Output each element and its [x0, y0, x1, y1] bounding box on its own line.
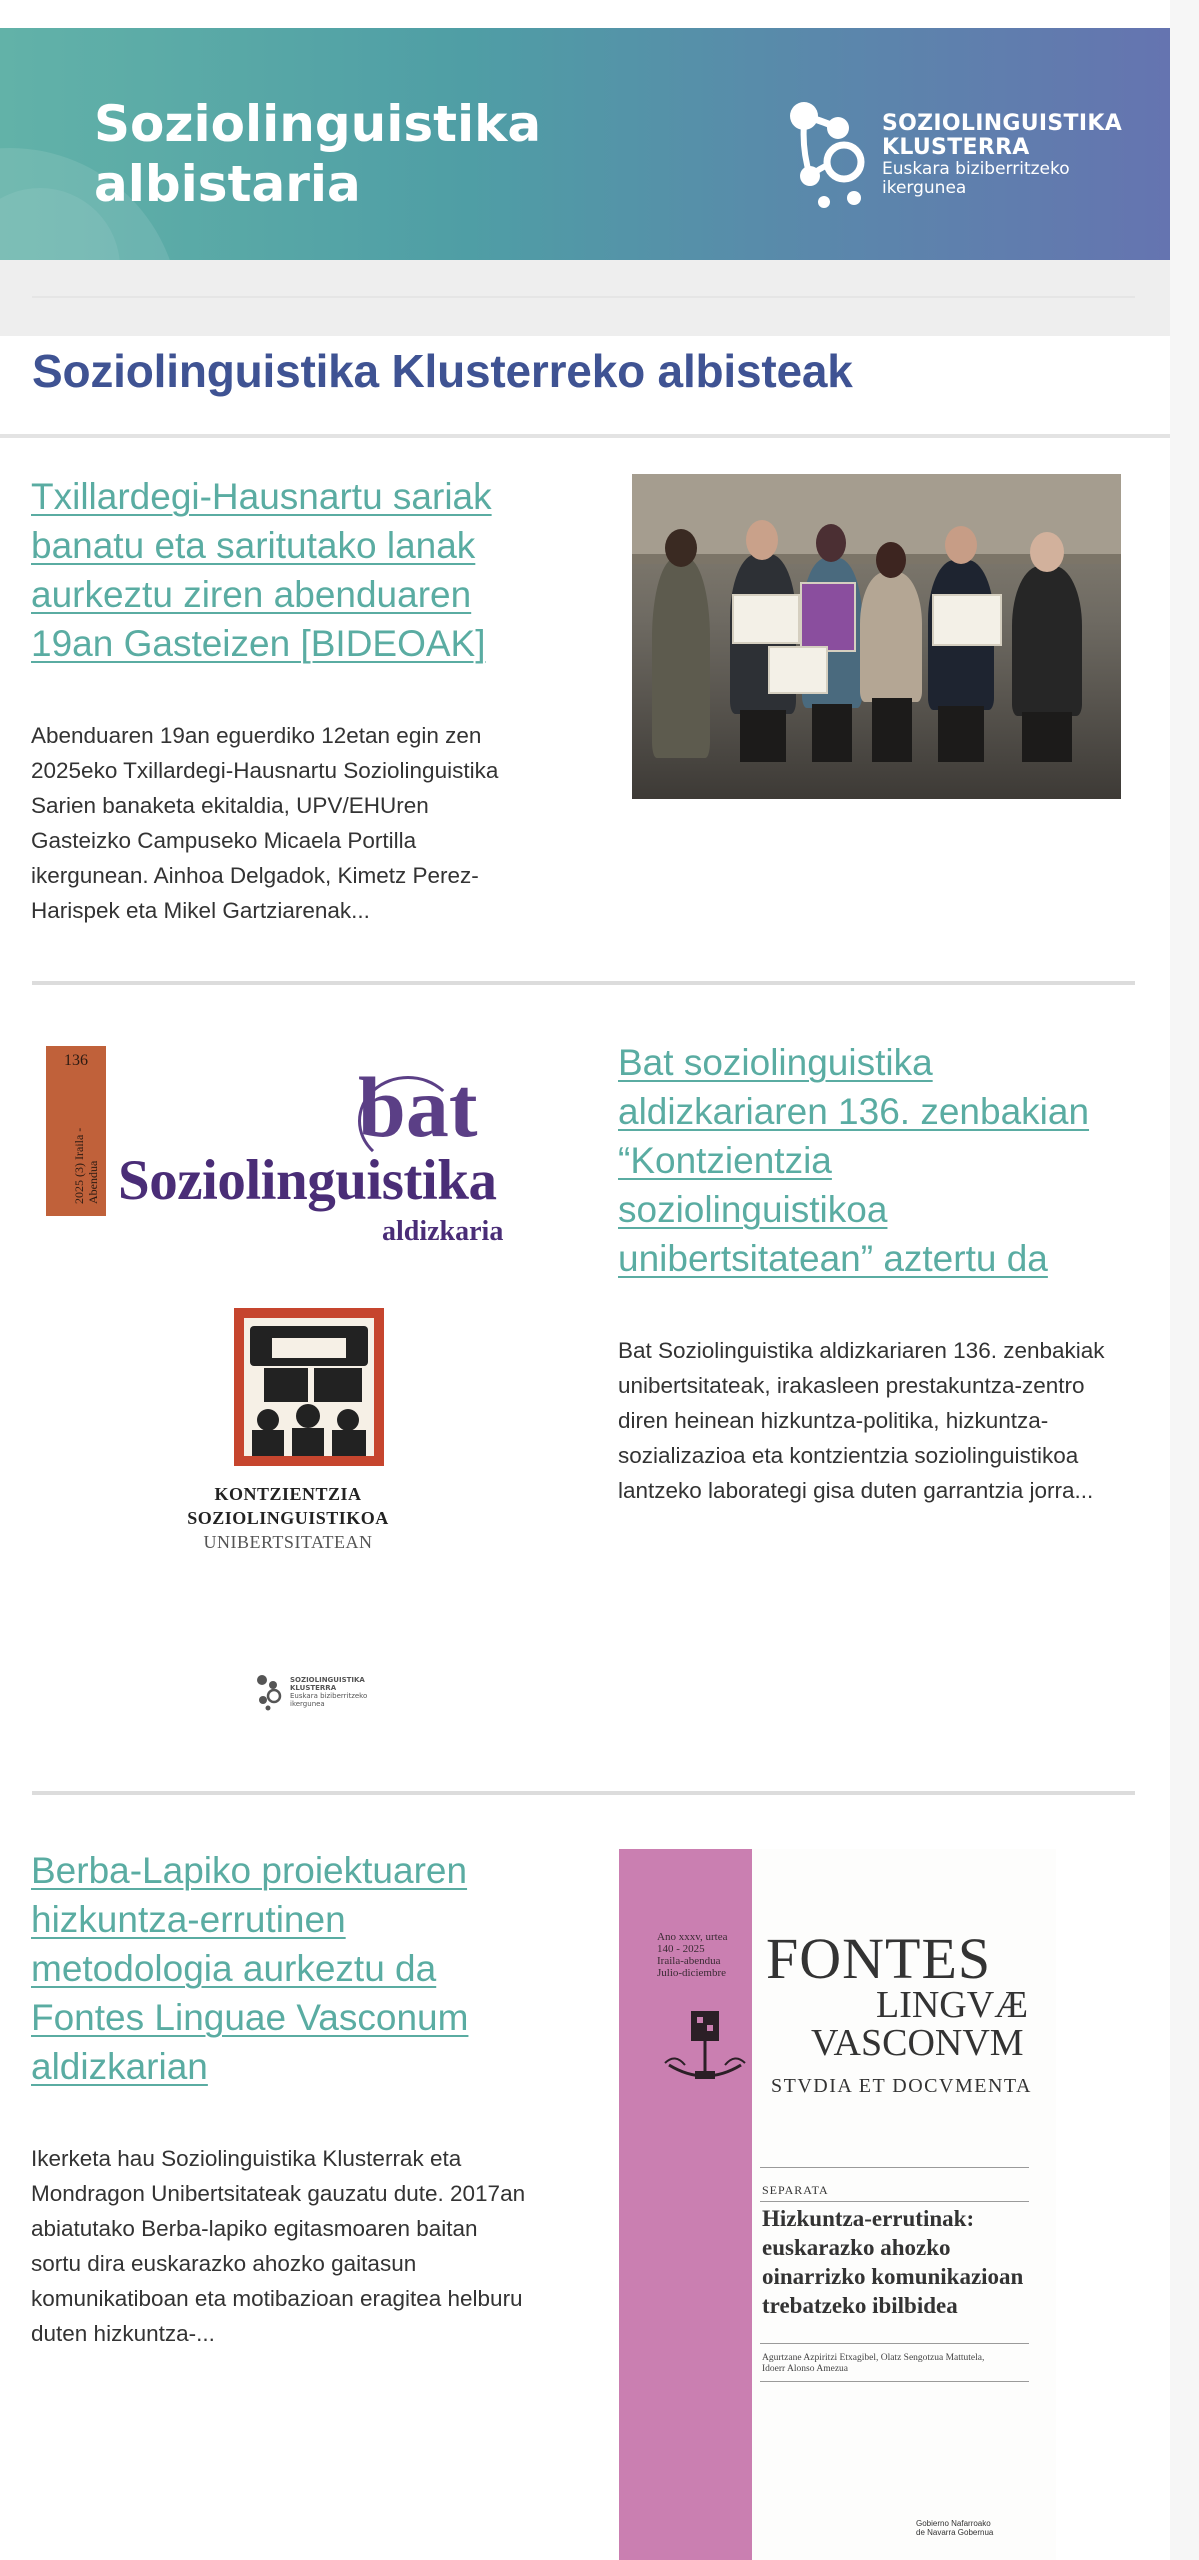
cover-klusterra-logo [254, 1672, 374, 1718]
article-1-summary-line: ikergunean. Ainhoa Delgadok, Kimetz Perez- [31, 863, 479, 888]
award-certificate [768, 646, 828, 694]
photo-person-legs [1022, 712, 1072, 762]
article-2-title-link[interactable] [618, 1038, 1089, 1283]
journal-title-lingvae: LINGVÆ [876, 1984, 1028, 2026]
journal-article-title [762, 2204, 1023, 2320]
klusterra-logo[interactable] [780, 90, 1123, 220]
article-2-summary-line: diren heinean hizkuntza-politika, hizkuntza- [618, 1408, 1049, 1433]
journal-authors [762, 2353, 984, 2375]
photo-person-head [746, 520, 778, 560]
cover-caption-line3: UNIBERTSITATEAN [203, 1532, 373, 1552]
logo-line1: SOZIOLINGUISTIKA [882, 111, 1123, 136]
photo-person [652, 558, 710, 758]
article-2-title-line: unibertsitatean” aztertu da [618, 1238, 1048, 1279]
article-2-summary-line: sozializazioa eta kontzientzia soziolinguistikoa [618, 1443, 1079, 1468]
article-2-title-line: soziolinguistikoa [618, 1189, 888, 1230]
photo-person-legs [740, 710, 786, 762]
klusterra-logo-icon [780, 90, 876, 220]
photo-person-legs [872, 698, 912, 762]
newsletter-title-line1: Soziolinguistika [94, 95, 542, 153]
journal-cover-rule [760, 2343, 1029, 2344]
article-2-cover-image[interactable] [38, 1030, 538, 1730]
journal-separata-label: SEPARATA [762, 2183, 829, 2197]
article-2-summary [618, 1333, 1105, 1508]
mini-logo-line1: SOZIOLINGUISTIKA [290, 1676, 365, 1684]
journal-cover-rule [760, 2201, 1029, 2202]
article-divider [32, 981, 1135, 985]
header-spacer [0, 260, 1170, 336]
article-1-summary-line: Abenduaren 19an eguerdiko 12etan egin zen [31, 723, 482, 748]
article-3-summary-line: duten hizkuntza-... [31, 2321, 215, 2346]
article-1-summary-line: 2025eko Txillardegi-Hausnartu Soziolinguistika [31, 758, 499, 783]
mini-logo-line4: ikergunea [290, 1700, 325, 1708]
article-2-title-line: Bat soziolinguistika [618, 1042, 933, 1083]
photo-person-head [816, 524, 846, 562]
article-2-summary-line: Bat Soziolinguistika aldizkariaren 136. zenbakiak [618, 1338, 1105, 1363]
article-3-title-line: Fontes Linguae Vasconum [31, 1997, 469, 2038]
magazine-date-line1: 2025 (3) [72, 1163, 86, 1204]
article-divider [32, 1791, 1135, 1795]
logo-line2: KLUSTERRA [882, 135, 1030, 160]
journal-authors-line: Agurtzane Azpiritzi Etxagibel, Olatz Sengotzua Mattutela, [762, 2353, 985, 2363]
mini-klusterra-logo-icon [254, 1672, 284, 1712]
journal-article-title-line: euskarazko ahozko [762, 2235, 951, 2260]
journal-emblem-icon [655, 2005, 755, 2105]
article-3-title-line: metodologia aurkeztu da [31, 1948, 437, 1989]
article-1-title-line: banatu eta saritutako lanak [31, 525, 476, 566]
magazine-issue-number: 136 [64, 1052, 88, 1069]
article-1-title-line: 19an Gasteizen [BIDEOAK] [31, 623, 486, 664]
newsletter-title-line2: albistaria [94, 155, 361, 213]
article-2-summary-line: unibertsitateak, irakasleen prestakuntza-zentro [618, 1373, 1085, 1398]
photo-person-legs [812, 704, 852, 762]
cover-caption-line1: KONTZIENTZIA [214, 1484, 362, 1504]
government-logo-line: Gobierno Nafarroako [916, 2519, 991, 2528]
journal-issue-line: Iraila-abendua [657, 1955, 721, 1967]
photo-person [1012, 566, 1082, 716]
article-3-summary [31, 2141, 525, 2351]
photo-person-head [1030, 532, 1064, 572]
journal-title-fontes: FONTES [766, 1926, 992, 1991]
article-2-summary-line: lantzeko laborategi gisa duten garrantzia jorra... [618, 1478, 1094, 1503]
magazine-spine [46, 1046, 106, 1216]
article-1-summary-line: Sarien banaketa ekitaldia, UPV/EHUren [31, 793, 429, 818]
logo-line4: ikergunea [882, 178, 967, 198]
section-heading: Soziolinguistika Klusterreko albisteak [32, 345, 853, 397]
section-heading-divider [0, 434, 1170, 438]
article-2-title-line: “Kontzientzia [618, 1140, 832, 1181]
article-3-cover-image[interactable] [619, 1849, 1056, 2560]
photo-person-legs [938, 706, 984, 762]
article-3-title-line: Berba-Lapiko proiektuaren [31, 1850, 468, 1891]
journal-issue-line: Ano xxxv, urtea [657, 1931, 728, 1943]
award-poster [800, 582, 856, 652]
photo-person-head [665, 529, 697, 567]
government-logo-line: de Navarra Gobernua [916, 2528, 994, 2537]
header-banner [0, 28, 1170, 260]
journal-article-title-line: oinarrizko komunikazioan [762, 2264, 1024, 2289]
government-logo [916, 2519, 993, 2537]
journal-cover-rule [760, 2381, 1029, 2382]
article-1-summary-line: Gasteizko Campuseko Micaela Portilla [31, 828, 417, 853]
klusterra-logo-text [882, 112, 1122, 198]
article-1-photo[interactable] [632, 474, 1121, 799]
cover-caption-line2: SOZIOLINGUISTIKOA [187, 1508, 389, 1528]
article-1-summary-line: Harispek eta Mikel Gartziarenak... [31, 898, 370, 923]
magazine-name: Soziolinguistika [118, 1149, 497, 1212]
header-divider [32, 296, 1135, 298]
journal-article-title-line: Hizkuntza-errutinak: [762, 2206, 975, 2231]
newsletter-title [94, 94, 541, 214]
journal-subtitle: STVDIA ET DOCVMENTA [771, 2075, 1032, 2097]
journal-issue-info [657, 1931, 727, 1979]
article-3-summary-line: sortu dira euskarazko ahozko gaitasun [31, 2251, 417, 2276]
journal-article-title-line: trebatzeko ibilbidea [762, 2293, 958, 2318]
magazine-subtitle: aldizkaria [382, 1216, 504, 1247]
photo-person-head [876, 542, 906, 578]
article-3-summary-line: abiatutako Berba-lapiko egitasmoaren baitan [31, 2216, 478, 2241]
award-certificate [932, 594, 1002, 646]
journal-cover-rule [760, 2167, 1029, 2168]
article-1-title-line: Txillardegi-Hausnartu sariak [31, 476, 492, 517]
speech-bubbles-illustration [244, 1318, 374, 1456]
award-certificate [732, 594, 800, 644]
article-3-summary-line: komunikatiboan eta motibazioan eragitea helburu [31, 2286, 523, 2311]
journal-authors-line: Idoerr Alonso Amezua [762, 2364, 849, 2374]
cover-illustration [234, 1308, 384, 1466]
journal-issue-line: Julio-diciembre [657, 1967, 727, 1979]
article-3-summary-line: Mondragon Unibertsitateak gauzatu dute. 2017an [31, 2181, 526, 2206]
article-3-title-link[interactable] [31, 1846, 468, 2091]
photo-person [860, 572, 922, 702]
journal-title-vasconvm: VASCONVM [811, 2022, 1024, 2064]
journal-issue-line: 140 - 2025 [657, 1943, 705, 1955]
article-1-summary [31, 718, 498, 928]
article-2-title-line: aldizkariaren 136. zenbakian [618, 1091, 1090, 1132]
logo-line3: Euskara biziberritzeko [882, 159, 1070, 179]
article-1-title-line: aurkeztu ziren abenduaren [31, 574, 472, 615]
mini-logo-line3: Euskara biziberritzeko [290, 1692, 368, 1700]
cover-illustration-inner [244, 1318, 374, 1456]
mini-logo-text [290, 1676, 367, 1708]
article-3-summary-line: Ikerketa hau Soziolinguistika Klusterrak eta [31, 2146, 462, 2171]
article-3-title-line: hizkuntza-errutinen [31, 1899, 346, 1940]
magazine-brand: bat [358, 1059, 478, 1155]
photo-person-head [945, 526, 977, 564]
article-1-title-link[interactable] [31, 472, 492, 668]
magazine-date [72, 1086, 100, 1204]
article-3-title-line: aldizkarian [31, 2046, 208, 2087]
mini-logo-line2: KLUSTERRA [290, 1684, 337, 1692]
magazine-date-line2: Iraila - Abendua [72, 1127, 100, 1204]
